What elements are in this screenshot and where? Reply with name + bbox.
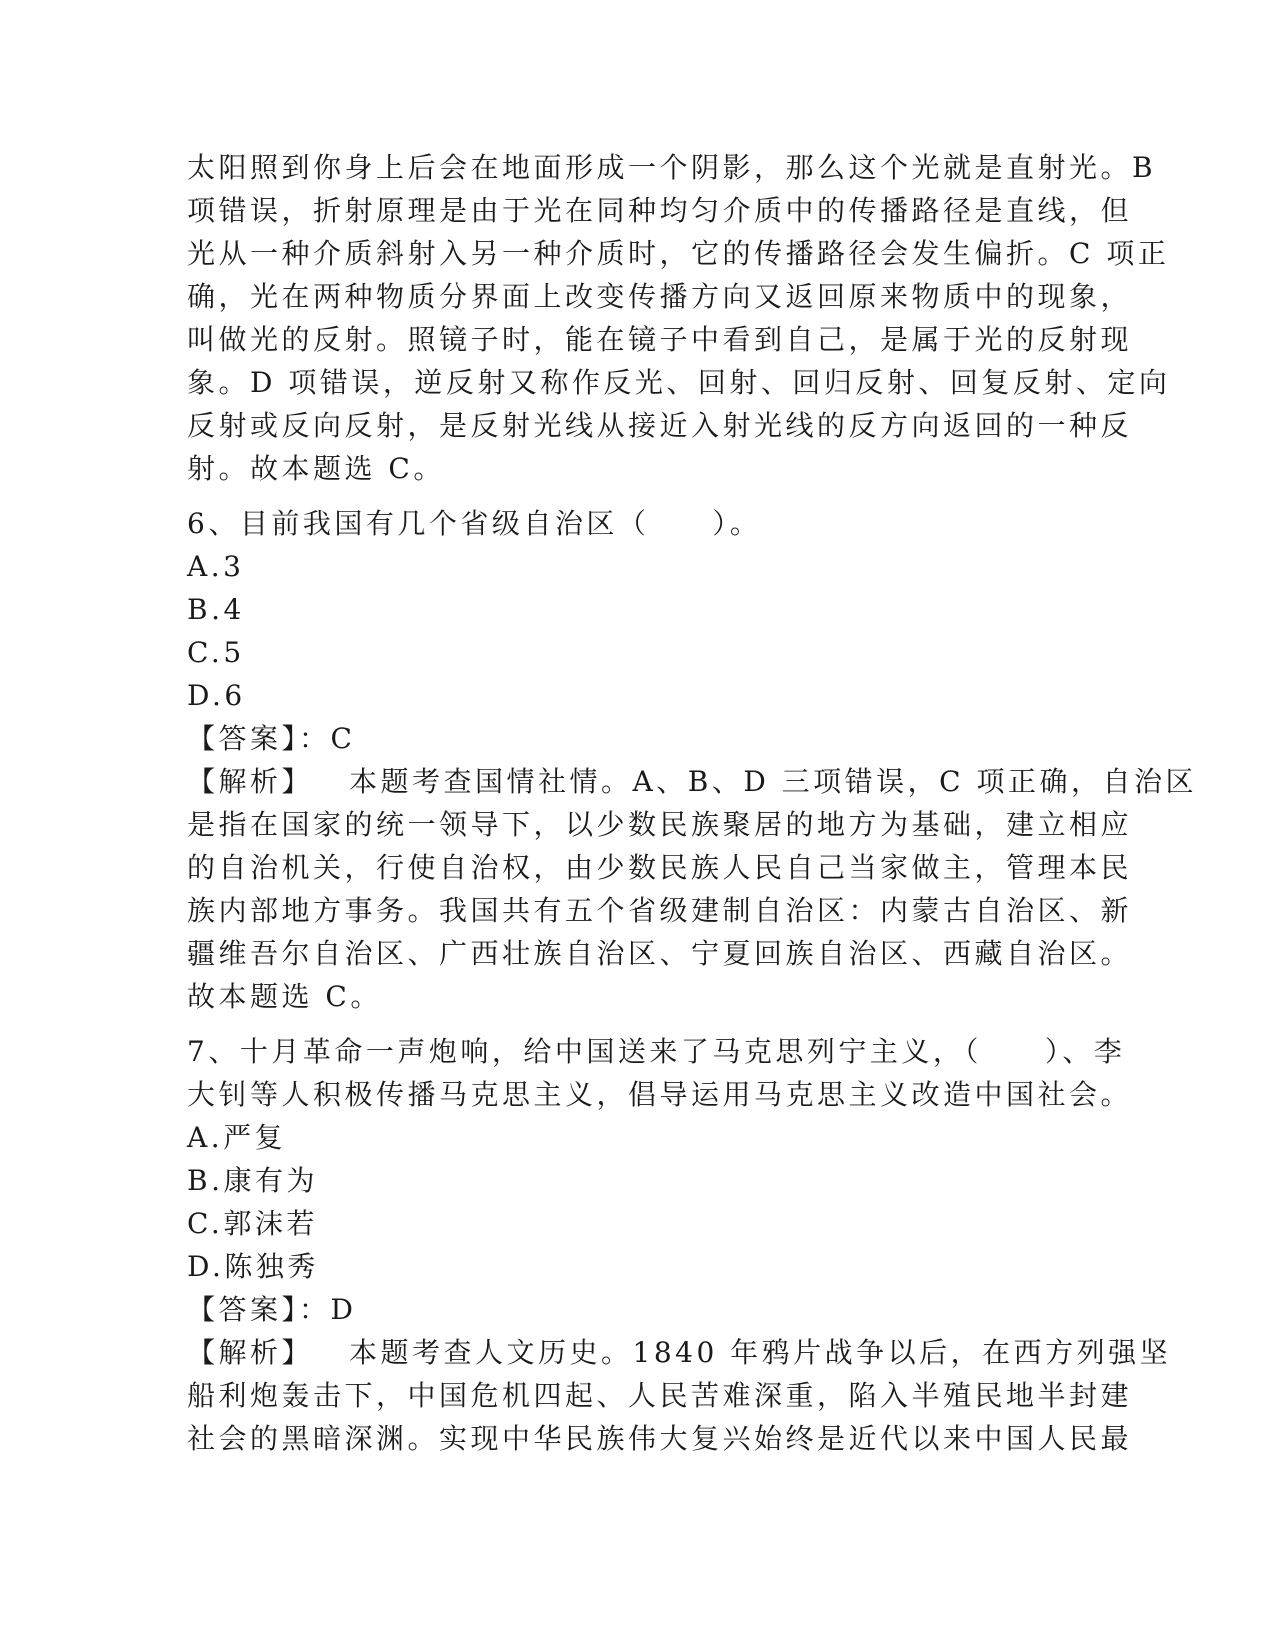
explanation-line: 确，光在两种物质分界面上改变传播方向又返回原来物质中的现象， bbox=[187, 280, 1133, 313]
explanation-text: 本题考查国情社情。A、B、D 三项错误，C 项正确，自治区 bbox=[349, 765, 1197, 798]
option-c: C.5 bbox=[187, 636, 245, 669]
explanation-line: 是指在国家的统一领导下，以少数民族聚居的地方为基础，建立相应 bbox=[187, 808, 1133, 841]
question-6 bbox=[187, 502, 1197, 1018]
explanation-line: 太阳照到你身上后会在地面形成一个阴影，那么这个光就是直射光。B bbox=[187, 151, 1157, 184]
explanation-line: 项错误，折射原理是由于光在同种均匀介质中的传播路径是直线，但 bbox=[187, 194, 1133, 227]
explanation-line: 的自治机关，行使自治权，由少数民族人民自己当家做主，管理本民 bbox=[187, 851, 1133, 884]
option-d: D.陈独秀 bbox=[187, 1250, 319, 1283]
question-text: 大钊等人积极传播马克思主义，倡导运用马克思主义改造中国社会。 bbox=[187, 1078, 1133, 1111]
document-page bbox=[187, 146, 1197, 1460]
explanation-line: 族内部地方事务。我国共有五个省级建制自治区：内蒙古自治区、新 bbox=[187, 894, 1133, 927]
explanation-first-line bbox=[187, 760, 1197, 803]
option-a: A.3 bbox=[187, 550, 245, 583]
option-c: C.郭沫若 bbox=[187, 1207, 318, 1240]
option-b: B.4 bbox=[187, 593, 245, 626]
option-a: A.严复 bbox=[187, 1121, 287, 1154]
explanation-line: 象。D 项错误，逆反射又称作反光、回射、回归反射、回复反射、定向 bbox=[187, 366, 1171, 399]
question-7 bbox=[187, 1030, 1172, 1460]
question-text: 7、十月革命一声炮响，给中国送来了马克思列宁主义，（ ）、李 bbox=[187, 1035, 1126, 1068]
question-text: 6、目前我国有几个省级自治区（ ）。 bbox=[187, 507, 762, 540]
explanation-label: 【解析】 bbox=[187, 1336, 314, 1369]
explanation-text: 本题考查人文历史。1840 年鸦片战争以后，在西方列强坚 bbox=[349, 1336, 1172, 1369]
explanation-line: 射。故本题选 C。 bbox=[187, 452, 445, 485]
explanation-line: 船利炮轰击下，中国危机四起、人民苦难深重，陷入半殖民地半封建 bbox=[187, 1379, 1133, 1412]
explanation-label: 【解析】 bbox=[187, 765, 314, 798]
explanation-line: 故本题选 C。 bbox=[187, 980, 382, 1013]
explanation-first-line bbox=[187, 1331, 1172, 1374]
explanation-line: 反射或反向反射，是反射光线从接近入射光线的反方向返回的一种反 bbox=[187, 409, 1133, 442]
q5-explanation bbox=[187, 146, 1171, 490]
explanation-line: 叫做光的反射。照镜子时，能在镜子中看到自己，是属于光的反射现 bbox=[187, 323, 1133, 356]
answer-line: 【答案】：D bbox=[187, 1293, 357, 1326]
explanation-line: 社会的黑暗深渊。实现中华民族伟大复兴始终是近代以来中国人民最 bbox=[187, 1422, 1133, 1455]
explanation-line: 疆维吾尔自治区、广西壮族自治区、宁夏回族自治区、西藏自治区。 bbox=[187, 937, 1133, 970]
option-b: B.康有为 bbox=[187, 1164, 318, 1197]
answer-line: 【答案】：C bbox=[187, 722, 356, 755]
explanation-line: 光从一种介质斜射入另一种介质时，它的传播路径会发生偏折。C 项正 bbox=[187, 237, 1170, 270]
option-d: D.6 bbox=[187, 679, 246, 712]
